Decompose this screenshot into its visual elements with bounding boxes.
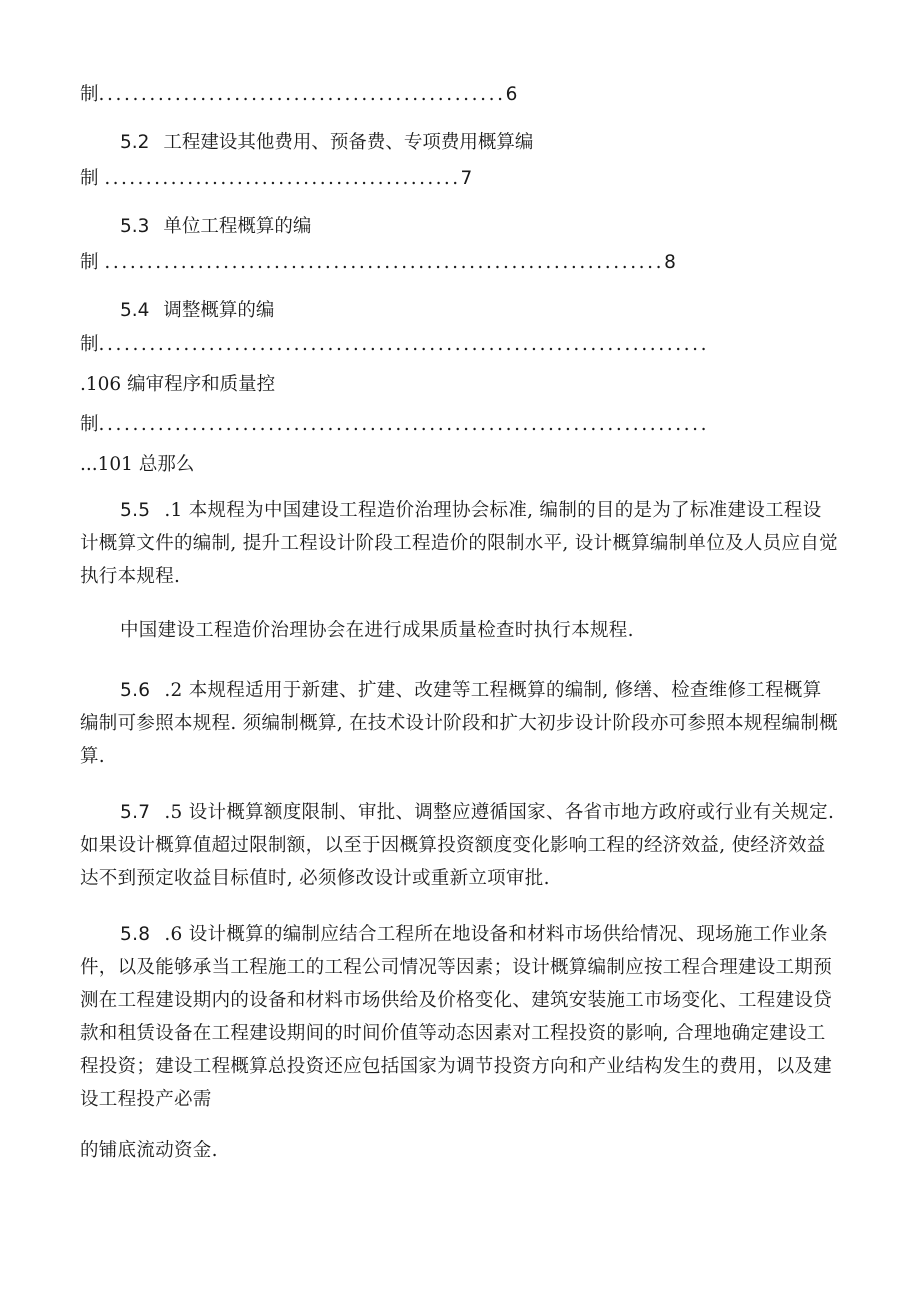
section-title: .106 编审程序和质量控 <box>80 374 276 395</box>
toc-heading[interactable] <box>120 216 311 238</box>
toc-page-number: 7 <box>460 168 473 189</box>
toc-page-number: 8 <box>664 252 676 273</box>
paragraph <box>80 918 840 1116</box>
toc-row[interactable] <box>80 252 676 274</box>
section-title: ...101 总那么 <box>80 454 195 475</box>
toc-page-number: 6 <box>505 84 518 105</box>
toc-label: 制 <box>80 168 99 189</box>
section-title: 单位工程概算的编 <box>163 216 312 237</box>
section-number: 5.4 <box>120 300 150 321</box>
paragraph-text: .5 设计概算额度限制、审批、调整应遵循国家、各省市地方政府或行业有关规定. 如果设计概算值超过限制额，以至于因概算投资额度变化影响工程的经济效益, 使经济效益达不到预定收益目标值时, 必须修改设计或重新立项审批. <box>80 802 835 889</box>
paragraph <box>80 796 840 895</box>
paragraph-text: .2 本规程适用于新建、扩建、改建等工程概算的编制, 修缮、检查维修工程概算编制可参照本规程. 须编制概算, 在技术设计阶段和扩大初步设计阶段亦可参照本规程编制概算. <box>80 680 838 767</box>
section-number: 5.3 <box>120 216 150 237</box>
toc-heading[interactable] <box>80 454 194 476</box>
toc-label: 制 <box>80 252 99 273</box>
paragraph-text: .1 本规程为中国建设工程造价治理协会标准, 编制的目的是为了标准建设工程设计概算文件的编制, 提升工程设计阶段工程造价的限制水平, 设计概算编制单位及人员应自觉执行本规程. <box>80 500 838 587</box>
toc-row[interactable] <box>80 334 709 356</box>
section-title: 工程建设其他费用、预备费、专项费用概算编 <box>163 132 534 153</box>
toc-dots: .................................................................. <box>104 252 665 273</box>
toc-row[interactable] <box>80 168 472 190</box>
paragraph-text: 中国建设工程造价治理协会在进行成果质量检查时执行本规程. <box>120 620 634 641</box>
paragraph-text: 的铺底流动资金. <box>80 1140 218 1161</box>
toc-dots: ................................................ <box>98 84 506 105</box>
paragraph-text: .6 设计概算的编制应结合工程所在地设备和材料市场供给情况、现场施工作业条件，以及能够承当工程施工的工程公司情况等因素；设计概算编制应按工程合理建设工期预测在工程建设期内的设备和材料市场供给及价格变化、建筑安装施工市场变化、工程建设贷款和租赁设备在工程建设期间的时间价值等动态因素对工程投资的影响, 合理地确定建设工程投资；建设工程概算总投资还应包括国家为调节投资方向和产业结构发生的费用，以及建设工程投产必需 <box>80 924 833 1110</box>
toc-row[interactable] <box>80 414 709 436</box>
clause-number: 5.5 <box>120 500 151 521</box>
toc-label: 制 <box>80 414 99 435</box>
section-number: 5.2 <box>120 132 150 153</box>
toc-dots: ........................................... <box>104 168 461 189</box>
paragraph <box>80 1134 840 1167</box>
section-title: 调整概算的编 <box>163 300 275 321</box>
toc-label: 制 <box>80 84 99 105</box>
toc-label: 制 <box>80 334 99 355</box>
paragraph <box>80 494 840 593</box>
clause-number: 5.8 <box>120 924 151 945</box>
clause-number: 5.7 <box>120 802 151 823</box>
paragraph <box>80 674 840 773</box>
toc-row[interactable] <box>80 84 517 106</box>
toc-heading[interactable] <box>120 300 274 322</box>
toc-dots: ........................................................................ <box>98 414 710 435</box>
toc-heading[interactable] <box>80 374 275 396</box>
toc-dots: ........................................................................ <box>98 334 710 355</box>
toc-heading[interactable] <box>120 132 533 154</box>
clause-number: 5.6 <box>120 680 151 701</box>
paragraph <box>80 614 840 647</box>
